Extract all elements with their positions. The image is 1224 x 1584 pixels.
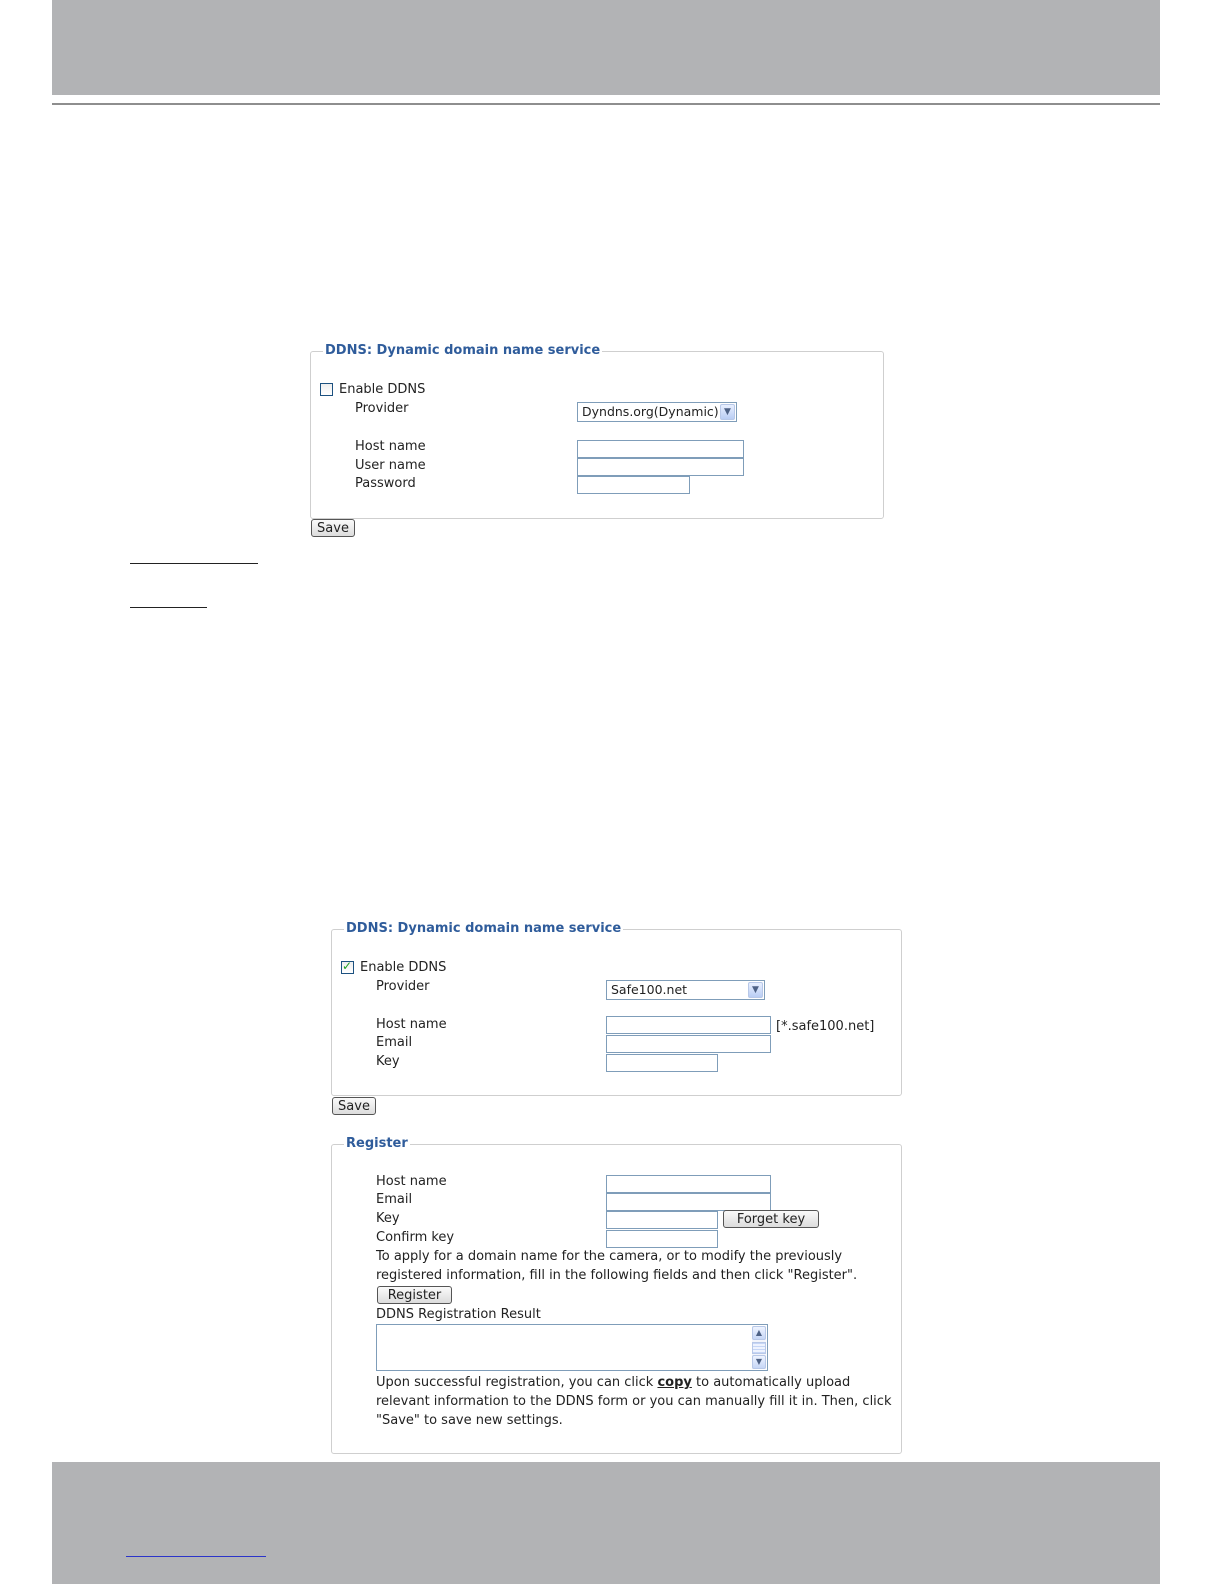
register-button[interactable]: Register [377, 1286, 452, 1304]
header-band [52, 0, 1160, 95]
confirm-key-input[interactable] [606, 1230, 718, 1248]
email-label: Email [376, 1192, 413, 1207]
host-name-label: Host name [376, 1017, 447, 1032]
host-name-input[interactable] [606, 1016, 771, 1034]
scrollbar-thumb[interactable] [752, 1342, 766, 1354]
registration-result-textarea[interactable] [376, 1324, 768, 1371]
arrow-up-icon[interactable]: ▲ [752, 1326, 766, 1340]
provider-value: Dyndns.org(Dynamic) [582, 404, 719, 419]
provider-label: Provider [376, 979, 430, 994]
user-name-label: User name [355, 458, 426, 473]
panel-legend: DDNS: Dynamic domain name service [346, 921, 622, 936]
host-name-suffix: [*.safe100.net] [776, 1019, 875, 1034]
provider-select[interactable] [606, 980, 765, 1000]
provider-label: Provider [355, 401, 409, 416]
email-input[interactable] [606, 1035, 771, 1053]
footer-band [52, 1462, 1160, 1584]
chevron-down-icon[interactable]: ▼ [720, 404, 735, 420]
key-label: Key [376, 1211, 400, 1226]
forget-key-button[interactable]: Forget key [723, 1210, 819, 1228]
key-input[interactable] [606, 1054, 718, 1072]
document-underline [130, 563, 258, 564]
password-input[interactable] [577, 476, 690, 494]
user-name-input[interactable] [577, 458, 744, 476]
provider-value: Safe100.net [611, 982, 688, 997]
enable-ddns-label: Enable DDNS [360, 960, 447, 975]
registration-result-label: DDNS Registration Result [376, 1307, 541, 1322]
host-name-label: Host name [355, 439, 426, 454]
register-instructions: To apply for a domain name for the camera, or to modify the previously registered information, fill in the following fields and then click "Register". [376, 1249, 858, 1283]
chevron-down-icon[interactable]: ▼ [748, 982, 763, 998]
save-button[interactable]: Save [311, 519, 355, 537]
copy-link[interactable]: copy [657, 1375, 692, 1390]
header-divider [52, 103, 1160, 105]
document-underline [130, 607, 207, 608]
panel-legend: DDNS: Dynamic domain name service [325, 343, 601, 358]
enable-ddns-checkbox[interactable] [320, 383, 333, 396]
footer-link-underline [126, 1556, 266, 1557]
note-text-after: to automatically upload relevant information to the DDNS form or you can manually fill it in. Then, click "Save" to save new settings. [376, 1375, 892, 1428]
register-key-input[interactable] [606, 1211, 718, 1229]
enable-ddns-label: Enable DDNS [339, 382, 426, 397]
host-name-input[interactable] [577, 440, 744, 458]
note-text-before: Upon successful registration, you can click [376, 1375, 658, 1390]
provider-select[interactable] [577, 402, 737, 422]
host-name-label: Host name [376, 1174, 447, 1189]
panel-legend: Register [346, 1136, 408, 1151]
save-button[interactable]: Save [332, 1097, 376, 1115]
key-label: Key [376, 1054, 400, 1069]
arrow-down-icon[interactable]: ▼ [752, 1355, 766, 1369]
register-email-input[interactable] [606, 1193, 771, 1211]
enable-ddns-checkbox[interactable] [341, 961, 354, 974]
register-host-name-input[interactable] [606, 1175, 771, 1193]
registration-note [376, 1373, 900, 1430]
email-label: Email [376, 1035, 413, 1050]
password-label: Password [355, 476, 416, 491]
confirm-key-label: Confirm key [376, 1230, 455, 1245]
result-scrollbar[interactable] [752, 1326, 766, 1369]
